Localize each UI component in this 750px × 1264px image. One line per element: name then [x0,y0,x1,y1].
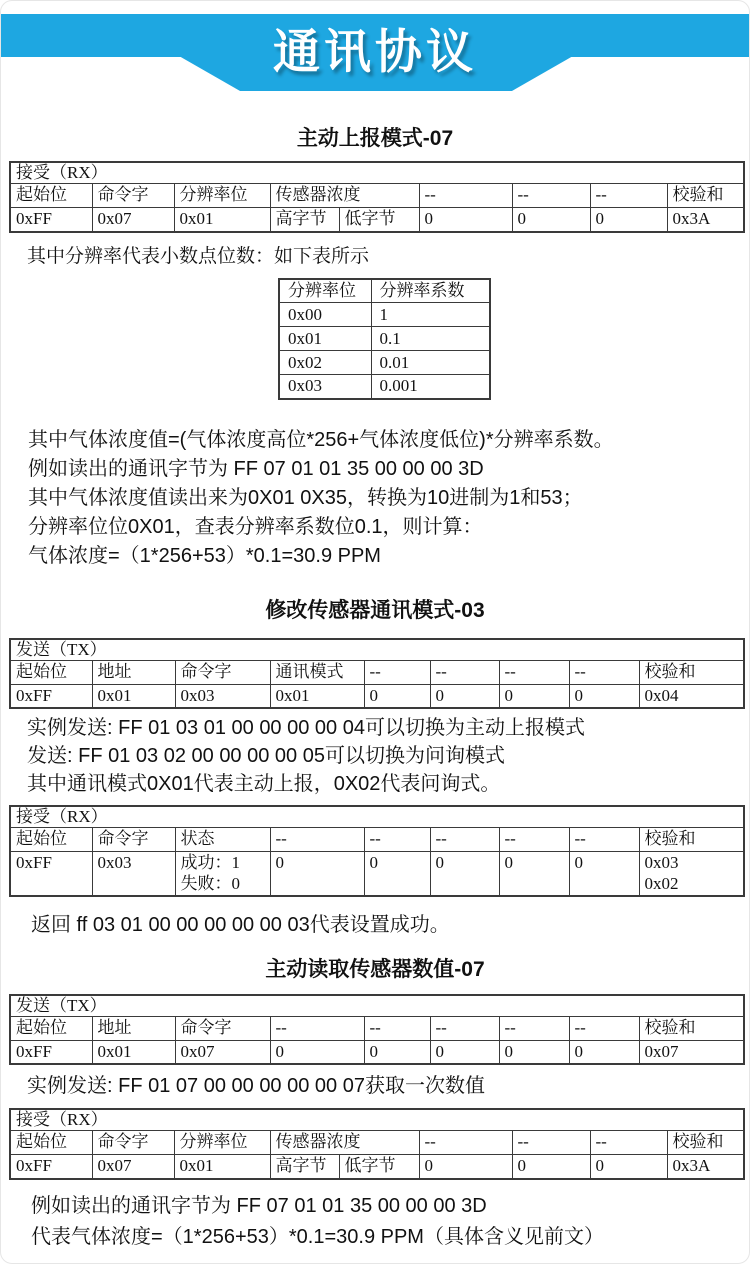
table-row [10,1109,744,1131]
direction-label-cell: 接受（RX） [10,806,744,828]
table-row [10,162,744,184]
value-cell: 0 [430,684,499,708]
body-text-line: 其中通讯模式0X01代表主动上报，0X02代表问询式。 [27,773,501,795]
col-header-cell: -- [419,1131,512,1155]
rx-table-read-value [9,1108,745,1180]
value-cell: 0x07 [92,208,174,232]
value-cell: 0.1 [371,327,490,351]
col-header-cell: 地址 [92,660,175,684]
col-header-cell: 地址 [92,1016,175,1040]
value-cell: 0x00 [279,303,371,327]
col-header-cell: 传感器浓度 [270,1131,419,1155]
value-cell: 0 [430,1040,499,1064]
body-text-line: 其中气体浓度值=(气体浓度高位*256+气体浓度低位)*分辨率系数。 [28,428,614,451]
col-header-cell: 起始位 [10,660,92,684]
value-cell: 0 [270,852,364,896]
table-row [10,806,744,828]
value-cell: 0x01 [174,208,270,232]
status-fail-line: 失败：0 [180,874,240,893]
col-header-cell: -- [419,184,512,208]
col-header-cell: -- [430,828,499,852]
value-cell: 0 [419,208,512,232]
value-cell: 0 [512,208,590,232]
value-cell: 0x01 [92,1040,175,1064]
table-row [10,660,744,684]
col-header-cell: 校验和 [667,184,744,208]
value-cell: 0 [364,684,430,708]
table-row [279,327,490,351]
col-header-cell: -- [499,828,569,852]
calc-explanation-paragraph [28,426,749,571]
resolution-factor-table [278,278,491,400]
col-header-cell: -- [590,184,667,208]
value-cell: 0xFF [10,684,92,708]
value-cell: 0 [590,208,667,232]
col-header-cell: -- [569,660,639,684]
section-active-report-mode [1,127,749,571]
body-text-line: 分辨率位位0X01，查表分辨率系数位0.1，则计算： [28,515,483,538]
col-header-cell: -- [270,828,364,852]
col-header-cell: 命令字 [175,1016,270,1040]
read-example-note: 实例发送: FF 01 07 00 00 00 00 00 07获取一次数值 [27,1075,485,1097]
col-header-cell: -- [364,828,430,852]
direction-label-cell: 接受（RX） [10,1109,744,1131]
col-header-cell: -- [364,1016,430,1040]
col-header-cell: 状态 [175,828,270,852]
col-header-cell: 传感器浓度 [270,184,419,208]
col-header-cell: -- [569,1016,639,1040]
col-header-cell: 分辨率系数 [371,279,490,303]
value-cell: 0xFF [10,208,92,232]
body-text-line: 例如读出的通讯字节为 FF 07 01 01 35 00 00 00 3D [28,457,484,480]
value-cell: 0xFF [10,852,92,896]
value-cell: 0x01 [174,1155,270,1179]
value-cell: 低字节 [339,1155,419,1179]
col-header-cell: -- [590,1131,667,1155]
value-cell: 0x3A [667,208,744,232]
value-cell: 0 [512,1155,590,1179]
col-header-cell: -- [364,660,430,684]
col-header-cell: 命令字 [92,184,174,208]
value-cell: 0x03 [92,852,175,896]
col-header-cell: 校验和 [639,828,744,852]
table-row [10,852,744,896]
col-header-cell: -- [512,184,590,208]
value-cell: 低字节 [339,208,419,232]
table-row [10,1016,744,1040]
body-text-line: 其中气体浓度值读出来为0X01 0X35，转换为10进制为1和53； [28,486,583,509]
value-cell: 0 [590,1155,667,1179]
value-cell: 0 [430,852,499,896]
value-cell: 0 [499,1040,569,1064]
col-header-cell: 分辨率位 [279,279,371,303]
value-cell: 0 [419,1155,512,1179]
col-header-cell: 起始位 [10,184,92,208]
table-row [10,995,744,1017]
rx-table-active-report [9,161,745,233]
body-text-line: 例如读出的通讯字节为 FF 07 01 01 35 00 00 00 3D [31,1194,487,1217]
checksum-line: 0x03 [644,853,679,872]
page-title: 通讯协议 [273,25,477,78]
section-modify-comm-mode [1,599,749,938]
col-header-cell: 校验和 [667,1131,744,1155]
resolution-note: 其中分辨率代表小数点位数：如下表所示 [27,245,370,267]
col-header-cell: -- [430,660,499,684]
checksum-cell [639,852,744,896]
table-row [10,1131,744,1155]
tx-table-modify-mode [9,638,745,710]
table-row [279,303,490,327]
table-row [10,828,744,852]
value-cell: 0 [364,1040,430,1064]
value-cell: 0.01 [371,351,490,375]
table-row [10,639,744,661]
col-header-cell: 起始位 [10,1131,92,1155]
status-cell [175,852,270,896]
read-result-paragraph [31,1191,749,1253]
value-cell: 0.001 [371,375,490,399]
body-text-line: 实例发送: FF 01 03 01 00 00 00 00 04可以切换为主动上报模式 [27,717,585,739]
col-header-cell: 起始位 [10,828,92,852]
table-row [10,1155,744,1179]
mode-switch-paragraph [27,714,749,798]
value-cell: 0x07 [92,1155,174,1179]
col-header-cell: 校验和 [639,660,744,684]
col-header-cell: -- [270,1016,364,1040]
body-text-line: 发送: FF 01 03 02 00 00 00 00 05可以切换为问询模式 [27,745,505,767]
col-header-cell: 分辨率位 [174,184,270,208]
value-cell: 0 [569,852,639,896]
value-cell: 0 [569,1040,639,1064]
value-cell: 0 [499,684,569,708]
col-header-cell: 通讯模式 [270,660,364,684]
col-header-cell: -- [512,1131,590,1155]
value-cell: 0x04 [639,684,744,708]
tx-table-read-value [9,994,745,1066]
value-cell: 0x03 [175,684,270,708]
value-cell: 0 [270,1040,364,1064]
value-cell: 高字节 [270,1155,339,1179]
body-text-line: 代表气体浓度=（1*256+53）*0.1=30.9 PPM（具体含义见前文） [31,1225,604,1248]
col-header-cell: -- [499,660,569,684]
section-title: 主动读取传感器数值-07 [265,957,485,981]
section-active-read-value [1,958,749,1253]
col-header-cell: 起始位 [10,1016,92,1040]
col-header-cell: -- [569,828,639,852]
direction-label-cell: 发送（TX） [10,995,744,1017]
value-cell: 0 [364,852,430,896]
value-cell: 0x3A [667,1155,744,1179]
table-row [10,684,744,708]
col-header-cell: -- [430,1016,499,1040]
value-cell: 0x01 [279,327,371,351]
checksum-line: 0x02 [644,874,679,893]
direction-label-cell: 接受（RX） [10,162,744,184]
table-row [279,375,490,399]
value-cell: 1 [371,303,490,327]
status-success-line: 成功：1 [180,853,240,872]
table-row [279,351,490,375]
value-cell: 0x01 [92,684,175,708]
value-cell: 0x03 [279,375,371,399]
table-row [279,279,490,303]
value-cell: 0x01 [270,684,364,708]
col-header-cell: 命令字 [92,1131,174,1155]
value-cell: 高字节 [270,208,339,232]
success-return-note: 返回 ff 03 01 00 00 00 00 00 03代表设置成功。 [31,913,450,936]
col-header-cell: 命令字 [175,660,270,684]
value-cell: 0x07 [639,1040,744,1064]
section-title: 主动上报模式-07 [296,127,454,150]
value-cell: 0xFF [10,1155,92,1179]
value-cell: 0xFF [10,1040,92,1064]
col-header-cell: 命令字 [92,828,175,852]
table-row [10,1040,744,1064]
col-header-cell: -- [499,1016,569,1040]
value-cell: 0 [569,684,639,708]
col-header-cell: 分辨率位 [174,1131,270,1155]
header-banner [1,1,749,97]
table-row [10,184,744,208]
value-cell: 0x07 [175,1040,270,1064]
section-title: 修改传感器通讯模式-03 [265,598,485,622]
rx-table-modify-mode [9,805,745,897]
body-text-line: 气体浓度=（1*256+53）*0.1=30.9 PPM [28,544,381,567]
col-header-cell: 校验和 [639,1016,744,1040]
table-row [10,208,744,232]
value-cell: 0x02 [279,351,371,375]
direction-label-cell: 发送（TX） [10,639,744,661]
value-cell: 0 [499,852,569,896]
